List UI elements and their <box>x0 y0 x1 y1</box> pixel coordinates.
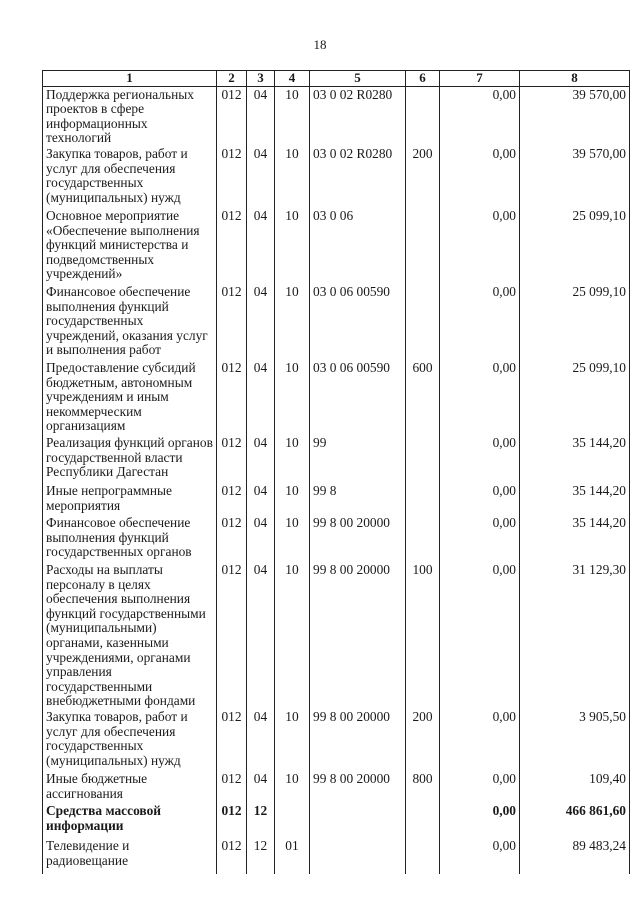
row-col7: 0,00 <box>440 562 520 709</box>
table-row <box>43 284 630 360</box>
table-row <box>43 562 630 709</box>
row-pr: 10 <box>275 360 310 435</box>
table-row <box>43 146 630 208</box>
row-pr: 10 <box>275 435 310 483</box>
row-ved: 012 <box>217 483 247 515</box>
table-body <box>43 86 630 874</box>
table-row <box>43 208 630 284</box>
row-ved: 012 <box>217 208 247 284</box>
row-csr: 03 0 06 <box>310 208 406 284</box>
row-col7: 0,00 <box>440 709 520 771</box>
row-col8: 39 570,00 <box>520 86 630 146</box>
row-rz: 04 <box>247 208 275 284</box>
row-rz: 12 <box>247 803 275 838</box>
table-header-row <box>43 71 630 87</box>
header-col-3: 3 <box>247 71 275 87</box>
row-rz: 12 <box>247 838 275 874</box>
row-col7: 0,00 <box>440 146 520 208</box>
row-col8: 3 905,50 <box>520 709 630 771</box>
row-ved: 012 <box>217 435 247 483</box>
row-name: Поддержка региональных проектов в сфере информационных технологий <box>43 86 217 146</box>
row-csr: 99 <box>310 435 406 483</box>
row-pr: 10 <box>275 709 310 771</box>
row-csr <box>310 803 406 838</box>
row-vr: 600 <box>406 360 440 435</box>
row-col7: 0,00 <box>440 515 520 562</box>
row-pr: 10 <box>275 483 310 515</box>
row-col8: 39 570,00 <box>520 146 630 208</box>
row-rz: 04 <box>247 483 275 515</box>
row-ved: 012 <box>217 709 247 771</box>
row-col7: 0,00 <box>440 838 520 874</box>
row-rz: 04 <box>247 146 275 208</box>
row-csr: 99 8 <box>310 483 406 515</box>
row-ved: 012 <box>217 562 247 709</box>
row-ved: 012 <box>217 803 247 838</box>
header-col-1: 1 <box>43 71 217 87</box>
row-vr <box>406 483 440 515</box>
row-vr <box>406 284 440 360</box>
row-name: Основное мероприятие «Обеспечение выполнения функций министерства и подведомственных учреждений» <box>43 208 217 284</box>
row-csr: 03 0 02 R0280 <box>310 146 406 208</box>
row-col8: 109,40 <box>520 771 630 803</box>
header-col-4: 4 <box>275 71 310 87</box>
row-col8: 466 861,60 <box>520 803 630 838</box>
row-vr: 800 <box>406 771 440 803</box>
row-pr: 10 <box>275 86 310 146</box>
row-col8: 25 099,10 <box>520 360 630 435</box>
row-ved: 012 <box>217 284 247 360</box>
row-pr: 10 <box>275 562 310 709</box>
row-col7: 0,00 <box>440 284 520 360</box>
row-vr <box>406 86 440 146</box>
row-col7: 0,00 <box>440 803 520 838</box>
row-csr: 03 0 06 00590 <box>310 284 406 360</box>
row-name: Иные бюджетные ассигнования <box>43 771 217 803</box>
row-csr: 03 0 02 R0280 <box>310 86 406 146</box>
header-col-7: 7 <box>440 71 520 87</box>
row-csr: 03 0 06 00590 <box>310 360 406 435</box>
row-vr: 200 <box>406 146 440 208</box>
table-row <box>43 360 630 435</box>
row-col8: 89 483,24 <box>520 838 630 874</box>
row-csr: 99 8 00 20000 <box>310 709 406 771</box>
row-name: Финансовое обеспечение выполнения функций государственных учреждений, оказания услуг и выполнения работ <box>43 284 217 360</box>
row-csr <box>310 838 406 874</box>
header-col-5: 5 <box>310 71 406 87</box>
row-col7: 0,00 <box>440 483 520 515</box>
row-col8: 35 144,20 <box>520 435 630 483</box>
row-ved: 012 <box>217 771 247 803</box>
row-pr: 10 <box>275 146 310 208</box>
row-name: Расходы на выплаты персоналу в целях обеспечения выполнения функций государственными (муниципальными) органами, казенными учреждениями, органами управления государственными внебюджетными фондами <box>43 562 217 709</box>
table-row <box>43 838 630 874</box>
row-vr: 200 <box>406 709 440 771</box>
row-csr: 99 8 00 20000 <box>310 771 406 803</box>
row-rz: 04 <box>247 515 275 562</box>
header-col-2: 2 <box>217 71 247 87</box>
row-ved: 012 <box>217 360 247 435</box>
row-rz: 04 <box>247 771 275 803</box>
row-col8: 35 144,20 <box>520 483 630 515</box>
row-name: Иные непрограммные мероприятия <box>43 483 217 515</box>
header-col-8: 8 <box>520 71 630 87</box>
row-rz: 04 <box>247 360 275 435</box>
row-vr: 100 <box>406 562 440 709</box>
row-vr <box>406 435 440 483</box>
row-vr <box>406 838 440 874</box>
row-csr: 99 8 00 20000 <box>310 515 406 562</box>
row-vr <box>406 208 440 284</box>
header-col-6: 6 <box>406 71 440 87</box>
table-row <box>43 771 630 803</box>
row-col8: 25 099,10 <box>520 284 630 360</box>
row-pr: 10 <box>275 208 310 284</box>
table-row <box>43 803 630 838</box>
row-pr: 10 <box>275 515 310 562</box>
row-pr: 01 <box>275 838 310 874</box>
page-number: 18 <box>313 37 327 52</box>
row-name: Средства массовой информации <box>43 803 217 838</box>
row-col8: 35 144,20 <box>520 515 630 562</box>
row-pr: 10 <box>275 284 310 360</box>
row-name: Закупка товаров, работ и услуг для обеспечения государственных (муниципальных) нужд <box>43 146 217 208</box>
row-name: Предоставление субсидий бюджетным, автономным учреждениям и иным некоммерческим организациям <box>43 360 217 435</box>
row-name: Финансовое обеспечение выполнения функций государственных органов <box>43 515 217 562</box>
row-name: Закупка товаров, работ и услуг для обеспечения государственных (муниципальных) нужд <box>43 709 217 771</box>
row-csr: 99 8 00 20000 <box>310 562 406 709</box>
row-ved: 012 <box>217 838 247 874</box>
row-rz: 04 <box>247 709 275 771</box>
table-row <box>43 709 630 771</box>
row-rz: 04 <box>247 562 275 709</box>
row-ved: 012 <box>217 146 247 208</box>
row-col7: 0,00 <box>440 86 520 146</box>
row-col7: 0,00 <box>440 360 520 435</box>
table-row <box>43 86 630 146</box>
table-row <box>43 435 630 483</box>
row-col7: 0,00 <box>440 435 520 483</box>
row-name: Телевидение и радиовещание <box>43 838 217 874</box>
row-rz: 04 <box>247 435 275 483</box>
row-col7: 0,00 <box>440 771 520 803</box>
row-pr: 10 <box>275 771 310 803</box>
row-col8: 31 129,30 <box>520 562 630 709</box>
table-row <box>43 515 630 562</box>
row-ved: 012 <box>217 515 247 562</box>
row-name: Реализация функций органов государственной власти Республики Дагестан <box>43 435 217 483</box>
row-rz: 04 <box>247 86 275 146</box>
row-vr <box>406 803 440 838</box>
budget-table <box>42 70 630 874</box>
row-col8: 25 099,10 <box>520 208 630 284</box>
row-rz: 04 <box>247 284 275 360</box>
row-pr <box>275 803 310 838</box>
row-col7: 0,00 <box>440 208 520 284</box>
row-vr <box>406 515 440 562</box>
table-row <box>43 483 630 515</box>
row-ved: 012 <box>217 86 247 146</box>
